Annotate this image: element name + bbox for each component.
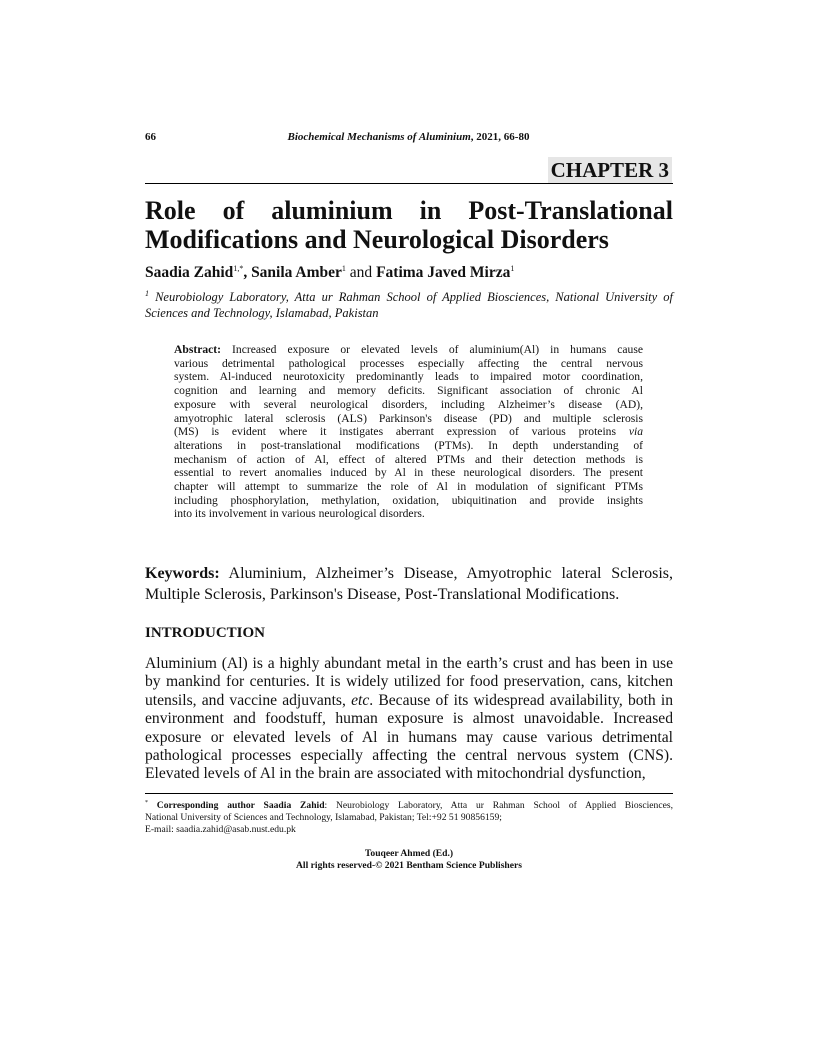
book-info: , 2021, 66-80 [470, 131, 530, 143]
separator: and [345, 264, 377, 282]
text-line [145, 765, 673, 783]
keywords-text: Aluminium, Alzheimer’s Disease, Amyotrophic lateral Sclerosis, [219, 565, 673, 582]
keywords-label: Keywords: [145, 565, 220, 582]
text-line [174, 494, 643, 508]
text-line [174, 384, 643, 398]
author-name: Sanila Amber [251, 264, 342, 282]
footnote-text: : Neurobiology Laboratory, Atta ur Rahman School of Applied Biosciences, [324, 800, 673, 812]
line-text: amyotrophic lateral sclerosis (ALS) Parkinson's disease (PD) and multiple sclerosis [174, 411, 643, 425]
separator: , [243, 264, 252, 282]
text-line [174, 439, 643, 453]
line-text: exposure or elevated levels of Al in humans may cause various detrimental [145, 728, 673, 746]
line-text: various detrimental pathological processes especially affecting the central nervous [174, 356, 643, 370]
text-line [174, 480, 643, 494]
footnote-divider [145, 793, 673, 794]
text-line [145, 747, 673, 765]
line-text: utensils, and vaccine adjuvants, etc. Because of its widespread availability, both in [145, 691, 673, 709]
editor-credit: Touqeer Ahmed (Ed.) [364, 848, 454, 859]
text-line [174, 453, 643, 467]
title-word: of [222, 196, 245, 225]
title-word: Role [145, 196, 196, 225]
keywords [145, 563, 673, 605]
text-line [174, 466, 643, 480]
author-sup: 1,* [233, 264, 244, 273]
line-text: exposure with several neurological disorders, including Alzheimer’s disease (AD), [174, 397, 643, 411]
text-line [145, 729, 673, 747]
book-title: Biochemical Mechanisms of Aluminium [287, 131, 471, 143]
footnote-text: National University of Sciences and Technology, Islamabad, Pakistan; Tel:+92 51 90856159; [145, 812, 502, 824]
line-text: by mankind for centuries. It is widely utilized for food preservation, cans, kitchen [145, 673, 673, 691]
abstract [174, 343, 643, 521]
line-text: system. Al-induced neurotoxicity predominantly leads to impaired motor coordination, [174, 370, 643, 384]
text-line [174, 357, 643, 371]
section-heading: INTRODUCTION [145, 625, 266, 641]
line-text: mechanism of action of Al, effect of altered PTMs and their detection methods is [174, 452, 643, 466]
affiliation [145, 286, 673, 321]
text-line [174, 370, 643, 384]
text-line [174, 398, 643, 412]
line-text: (MS) is evident where it instigates aberrant expression of various proteins via [174, 425, 643, 439]
author-name: Saadia Zahid [145, 264, 234, 282]
text-line [174, 412, 643, 426]
affiliation-line: Sciences and Technology, Islamabad, Pakistan [145, 306, 379, 321]
text-line [145, 673, 673, 691]
chapter-label: CHAPTER 3 [548, 157, 672, 183]
line-text: essential to revert anomalies induced by Al in these neurological disorders. The present [174, 466, 643, 480]
text-line [174, 343, 643, 357]
text-line [145, 692, 673, 710]
footnote-mark: * [145, 800, 148, 806]
keywords-text: Multiple Sclerosis, Parkinson's Disease, Post-Translational Modifications. [145, 586, 620, 603]
footnote [145, 797, 673, 836]
line-text: Increased exposure or elevated levels of aluminium(Al) in humans cause [221, 343, 643, 356]
title-word: Post-Translational [468, 196, 673, 225]
line-text: into its involvement in various neurological disorders. [174, 507, 425, 521]
title-word: aluminium [271, 196, 393, 225]
line-text: environment and foodstuff, human exposure is almost unavoidable. Increased [145, 710, 673, 728]
title-line-1 [145, 196, 673, 225]
running-header [145, 131, 672, 143]
copyright: All rights reserved-© 2021 Bentham Science Publishers [295, 860, 523, 871]
title-word: in [419, 196, 442, 225]
introduction-body [145, 655, 673, 784]
abstract-label: Abstract: [174, 343, 222, 356]
text-line [174, 507, 643, 521]
line-text: alterations in post-translational modifications (PTMs). In depth understanding of [174, 438, 643, 452]
affiliation-sup: 1 [145, 289, 149, 298]
author-sup: 1 [341, 264, 346, 273]
line-text: cognition and learning and memory deficits. Significant association of chronic Al [174, 384, 643, 398]
author-list [145, 264, 514, 282]
text-line [145, 710, 673, 728]
line-text: Elevated levels of Al in the brain are associated with mitochondrial dysfunction, [145, 765, 646, 783]
line-text: chapter will attempt to summarize the role of Al in modulation of significant PTMs [174, 480, 643, 494]
footnote-email: E-mail: saadia.zahid@asab.nust.edu.pk [145, 824, 296, 836]
text-line [145, 655, 673, 673]
title-line-2: Modifications and Neurological Disorders [145, 225, 609, 254]
text-line [174, 425, 643, 439]
footer [145, 848, 673, 872]
affiliation-line: Neurobiology Laboratory, Atta ur Rahman School of Applied Biosciences, National University of [149, 290, 673, 305]
author-sup: 1 [510, 264, 515, 273]
line-text: including phosphorylation, methylation, oxidation, ubiquitination and provide insights [174, 493, 643, 507]
chapter-title [145, 196, 673, 254]
line-text: pathological processes especially affecting the central nervous system (CNS). [145, 747, 673, 765]
author-name: Fatima Javed Mirza [376, 264, 511, 282]
page-number: 66 [145, 131, 156, 143]
line-text: Aluminium (Al) is a highly abundant metal in the earth’s crust and has been in use [145, 655, 673, 672]
header-divider [145, 183, 673, 184]
footnote-label: Corresponding author Saadia Zahid [148, 800, 325, 812]
